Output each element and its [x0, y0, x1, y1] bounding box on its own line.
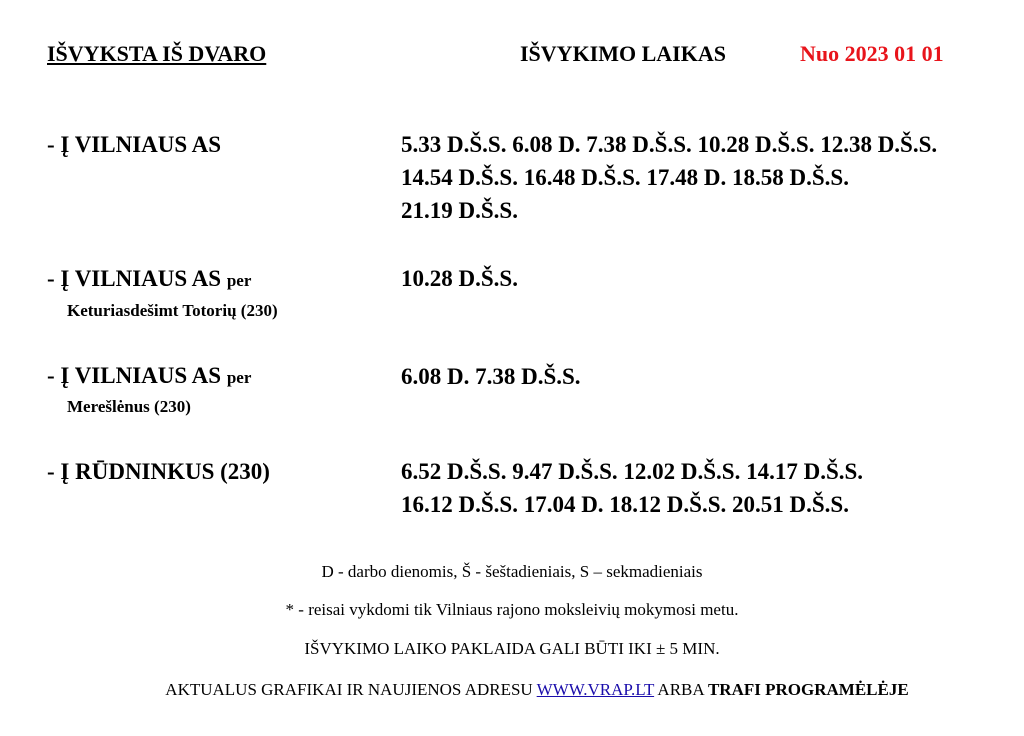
route-2-times	[401, 262, 518, 295]
departure-time-heading: IŠVYKIMO LAIKAS	[520, 41, 726, 66]
route-1-destination-label: - Į VILNIAUS AS	[47, 132, 222, 157]
legend-note: D - darbo dienomis, Š - šeštadieniais, S – sekmadieniais	[321, 562, 703, 581]
valid-from-date: Nuo 2023 01 01	[800, 41, 944, 66]
footer-prefix: AKTUALUS GRAFIKAI IR NAUJIENOS ADRESU	[165, 680, 533, 699]
departs-from-heading: IŠVYKSTA IŠ DVARO	[47, 41, 267, 66]
route-2-destination-label: - Į VILNIAUS AS	[47, 266, 222, 291]
route-2-times-line: 10.28 D.Š.S.	[401, 266, 518, 291]
route-3-via: per	[226, 368, 252, 387]
route-4-destination-label: - Į RŪDNINKUS (230)	[47, 459, 270, 484]
route-3-via-detail: Merešlėnus (230)	[67, 397, 191, 416]
route-4-times-line: 6.52 D.Š.S. 9.47 D.Š.S. 12.02 D.Š.S. 14.17 D.Š.S.	[401, 459, 864, 484]
vrap-website-link[interactable]: WWW.VRAP.LT	[536, 680, 655, 699]
route-1-destination	[47, 131, 221, 159]
route-3-destination-label: - Į VILNIAUS AS	[47, 363, 222, 388]
tolerance-note: IŠVYKIMO LAIKO PAKLAIDA GALI BŪTI IKI ± 5 MIN.	[304, 639, 720, 658]
route-3-times	[401, 360, 581, 393]
route-4-times-line: 16.12 D.Š.S. 17.04 D. 18.12 D.Š.S. 20.51 D.Š.S.	[401, 492, 849, 517]
route-2-via: per	[226, 271, 252, 290]
trafi-app-mention: TRAFI PROGRAMĖLĖJE	[707, 680, 909, 699]
route-3-destination	[47, 362, 251, 392]
route-4-destination	[47, 458, 270, 486]
footer-middle: ARBA	[657, 680, 704, 699]
asterisk-note: * - reisai vykdomi tik Vilniaus rajono moksleivių mokymosi metu.	[285, 600, 739, 619]
route-1-times-line: 14.54 D.Š.S. 16.48 D.Š.S. 17.48 D. 18.58 D.Š.S.	[401, 165, 849, 190]
route-4-times	[401, 455, 863, 521]
route-1-times	[401, 128, 937, 227]
route-1-times-line: 21.19 D.Š.S.	[401, 198, 518, 223]
route-2-via-detail: Keturiasdešimt Totorių (230)	[67, 301, 278, 320]
route-3-times-line: 6.08 D. 7.38 D.Š.S.	[401, 364, 581, 389]
footer-note	[0, 679, 1024, 701]
route-2-destination	[47, 265, 251, 295]
route-1-times-line: 5.33 D.Š.S. 6.08 D. 7.38 D.Š.S. 10.28 D.Š.S. 12.38 D.Š.S.	[401, 132, 938, 157]
